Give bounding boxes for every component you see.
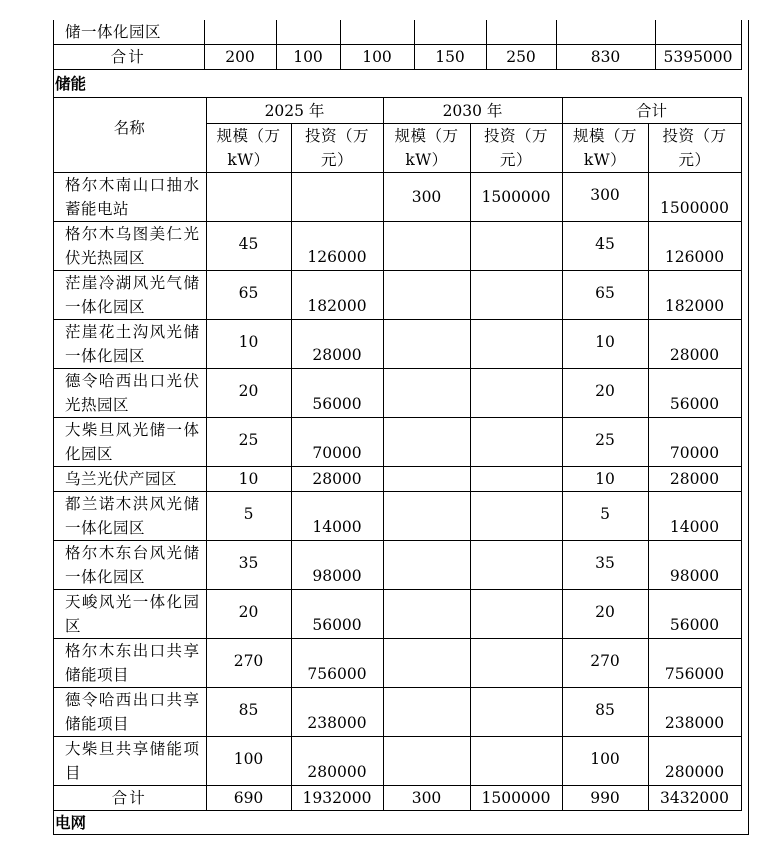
storage-row-name: 乌兰光伏产园区 bbox=[53, 467, 206, 492]
storage-cell-st: 5 bbox=[562, 492, 648, 541]
storage-cell-st: 10 bbox=[562, 320, 648, 369]
storage-cell-s2025: 20 bbox=[206, 590, 291, 639]
storage-row bbox=[53, 418, 741, 467]
storage-cell-i2025: 182000 bbox=[291, 271, 383, 320]
storage-total-i2030: 1500000 bbox=[470, 786, 562, 811]
storage-cell-i2025: 14000 bbox=[291, 492, 383, 541]
storage-cell-i2025: 56000 bbox=[291, 590, 383, 639]
storage-cell-i2025 bbox=[291, 173, 383, 222]
storage-cell-i2030 bbox=[470, 320, 562, 369]
storage-cell-s2030 bbox=[383, 492, 470, 541]
header-year-total: 合计 bbox=[562, 98, 741, 124]
top-row-value: 5395000 bbox=[655, 45, 741, 70]
storage-cell-s2030 bbox=[383, 271, 470, 320]
top-row-name: 储一体化园区 bbox=[53, 20, 204, 45]
storage-cell-st: 85 bbox=[562, 688, 648, 737]
storage-cell-i2025: 756000 bbox=[291, 639, 383, 688]
storage-cell-st: 20 bbox=[562, 590, 648, 639]
header-investment-2030: 投资（万元） bbox=[470, 124, 562, 173]
storage-cell-s2030 bbox=[383, 541, 470, 590]
storage-row bbox=[53, 271, 741, 320]
storage-cell-it: 1500000 bbox=[648, 173, 741, 222]
storage-cell-it: 182000 bbox=[648, 271, 741, 320]
storage-cell-it: 238000 bbox=[648, 688, 741, 737]
storage-cell-s2030 bbox=[383, 639, 470, 688]
top-row-value: 100 bbox=[340, 45, 414, 70]
top-row-value bbox=[340, 20, 414, 45]
section-title-storage: 储能 bbox=[55, 75, 87, 93]
storage-row-name: 格尔木东台风光储一体化园区 bbox=[53, 541, 206, 590]
storage-cell-s2030: 300 bbox=[383, 173, 470, 222]
header-scale-2025: 规模（万kW） bbox=[206, 124, 291, 173]
top-row-value bbox=[486, 20, 556, 45]
storage-cell-s2025: 100 bbox=[206, 737, 291, 786]
storage-row bbox=[53, 369, 741, 418]
storage-cell-st: 65 bbox=[562, 271, 648, 320]
storage-cell-s2025: 10 bbox=[206, 320, 291, 369]
storage-cell-s2025: 10 bbox=[206, 467, 291, 492]
storage-cell-s2025: 270 bbox=[206, 639, 291, 688]
storage-cell-i2030 bbox=[470, 492, 562, 541]
header-name-text: 名称 bbox=[113, 119, 145, 137]
storage-row-name: 格尔木南山口抽水蓄能电站 bbox=[53, 173, 206, 222]
storage-cell-i2030 bbox=[470, 639, 562, 688]
top-row-value bbox=[556, 20, 655, 45]
storage-cell-it: 56000 bbox=[648, 369, 741, 418]
storage-row bbox=[53, 639, 741, 688]
storage-cell-i2030 bbox=[470, 467, 562, 492]
storage-cell-i2030 bbox=[470, 688, 562, 737]
storage-cell-st: 35 bbox=[562, 541, 648, 590]
storage-cell-s2025: 85 bbox=[206, 688, 291, 737]
storage-row bbox=[53, 320, 741, 369]
storage-row bbox=[53, 688, 741, 737]
storage-row-name: 茫崖花土沟风光储一体化园区 bbox=[53, 320, 206, 369]
storage-row bbox=[53, 467, 741, 492]
storage-row bbox=[53, 492, 741, 541]
storage-cell-s2030 bbox=[383, 320, 470, 369]
storage-cell-i2030 bbox=[470, 369, 562, 418]
storage-total-i2025: 1932000 bbox=[291, 786, 383, 811]
header-investment-total: 投资（万元） bbox=[648, 124, 741, 173]
storage-cell-i2025: 70000 bbox=[291, 418, 383, 467]
storage-cell-s2025: 65 bbox=[206, 271, 291, 320]
storage-cell-i2025: 28000 bbox=[291, 320, 383, 369]
storage-row-name: 格尔木乌图美仁光伏光热园区 bbox=[53, 222, 206, 271]
header-scale-2030: 规模（万kW） bbox=[383, 124, 470, 173]
storage-cell-st: 270 bbox=[562, 639, 648, 688]
storage-table bbox=[53, 97, 742, 811]
storage-cell-it: 756000 bbox=[648, 639, 741, 688]
top-row-value: 830 bbox=[556, 45, 655, 70]
storage-cell-s2025: 25 bbox=[206, 418, 291, 467]
storage-cell-st: 20 bbox=[562, 369, 648, 418]
storage-row bbox=[53, 590, 741, 639]
storage-row-name: 都兰诺木洪风光储一体化园区 bbox=[53, 492, 206, 541]
storage-cell-it: 70000 bbox=[648, 418, 741, 467]
storage-cell-s2030 bbox=[383, 688, 470, 737]
header-scale-total: 规模（万kW） bbox=[562, 124, 648, 173]
storage-cell-i2025: 98000 bbox=[291, 541, 383, 590]
storage-cell-it: 28000 bbox=[648, 320, 741, 369]
storage-cell-it: 98000 bbox=[648, 541, 741, 590]
top-row-value bbox=[655, 20, 741, 45]
storage-cell-it: 126000 bbox=[648, 222, 741, 271]
header-year-2025: 2025 年 bbox=[206, 98, 383, 124]
storage-cell-s2030 bbox=[383, 369, 470, 418]
storage-total-s2025: 690 bbox=[206, 786, 291, 811]
storage-row bbox=[53, 222, 741, 271]
storage-cell-st: 45 bbox=[562, 222, 648, 271]
storage-cell-it: 14000 bbox=[648, 492, 741, 541]
storage-cell-i2025: 238000 bbox=[291, 688, 383, 737]
storage-cell-i2030 bbox=[470, 541, 562, 590]
top-row-value bbox=[276, 20, 340, 45]
header-year-2030: 2030 年 bbox=[383, 98, 562, 124]
top-table-row bbox=[53, 45, 741, 70]
storage-row-name: 德令哈西出口光伏光热园区 bbox=[53, 369, 206, 418]
section-title-grid: 电网 bbox=[55, 814, 87, 832]
storage-cell-i2030 bbox=[470, 418, 562, 467]
storage-cell-st: 100 bbox=[562, 737, 648, 786]
storage-cell-st: 10 bbox=[562, 467, 648, 492]
storage-cell-s2025: 45 bbox=[206, 222, 291, 271]
storage-cell-s2025 bbox=[206, 173, 291, 222]
top-row-value: 250 bbox=[486, 45, 556, 70]
storage-row-name: 格尔木东出口共享储能项目 bbox=[53, 639, 206, 688]
storage-cell-i2025: 280000 bbox=[291, 737, 383, 786]
top-row-name: 合计 bbox=[53, 45, 204, 70]
storage-cell-it: 280000 bbox=[648, 737, 741, 786]
storage-total-label: 合计 bbox=[53, 786, 206, 811]
storage-total-row bbox=[53, 786, 741, 811]
storage-cell-i2025: 28000 bbox=[291, 467, 383, 492]
storage-cell-st: 300 bbox=[562, 173, 648, 222]
storage-cell-i2030: 1500000 bbox=[470, 173, 562, 222]
storage-row-name: 德令哈西出口共享储能项目 bbox=[53, 688, 206, 737]
storage-total-s2030: 300 bbox=[383, 786, 470, 811]
storage-cell-i2030 bbox=[470, 271, 562, 320]
top-summary-table bbox=[53, 20, 742, 70]
storage-cell-s2025: 20 bbox=[206, 369, 291, 418]
top-row-value bbox=[414, 20, 486, 45]
storage-cell-i2030 bbox=[470, 737, 562, 786]
top-table-row bbox=[53, 20, 741, 45]
storage-cell-s2030 bbox=[383, 590, 470, 639]
storage-total-st: 990 bbox=[562, 786, 648, 811]
storage-row bbox=[53, 737, 741, 786]
storage-row bbox=[53, 541, 741, 590]
storage-cell-s2030 bbox=[383, 467, 470, 492]
header-name bbox=[53, 98, 206, 173]
storage-cell-i2030 bbox=[470, 222, 562, 271]
top-row-value: 150 bbox=[414, 45, 486, 70]
storage-cell-i2025: 126000 bbox=[291, 222, 383, 271]
storage-row-name: 天峻风光一体化园区 bbox=[53, 590, 206, 639]
storage-row-name: 大柴旦风光储一体化园区 bbox=[53, 418, 206, 467]
header-investment-2025: 投资（万元） bbox=[291, 124, 383, 173]
storage-cell-it: 56000 bbox=[648, 590, 741, 639]
storage-cell-s2030 bbox=[383, 737, 470, 786]
top-row-value bbox=[204, 20, 276, 45]
storage-cell-st: 25 bbox=[562, 418, 648, 467]
storage-row bbox=[53, 173, 741, 222]
storage-cell-i2030 bbox=[470, 590, 562, 639]
storage-cell-s2030 bbox=[383, 418, 470, 467]
storage-row-name: 大柴旦共享储能项目 bbox=[53, 737, 206, 786]
top-row-value: 100 bbox=[276, 45, 340, 70]
storage-cell-i2025: 56000 bbox=[291, 369, 383, 418]
storage-cell-s2025: 35 bbox=[206, 541, 291, 590]
top-row-value: 200 bbox=[204, 45, 276, 70]
storage-row-name: 茫崖冷湖风光气储一体化园区 bbox=[53, 271, 206, 320]
storage-cell-it: 28000 bbox=[648, 467, 741, 492]
storage-total-it: 3432000 bbox=[648, 786, 741, 811]
storage-cell-s2030 bbox=[383, 222, 470, 271]
storage-cell-s2025: 5 bbox=[206, 492, 291, 541]
